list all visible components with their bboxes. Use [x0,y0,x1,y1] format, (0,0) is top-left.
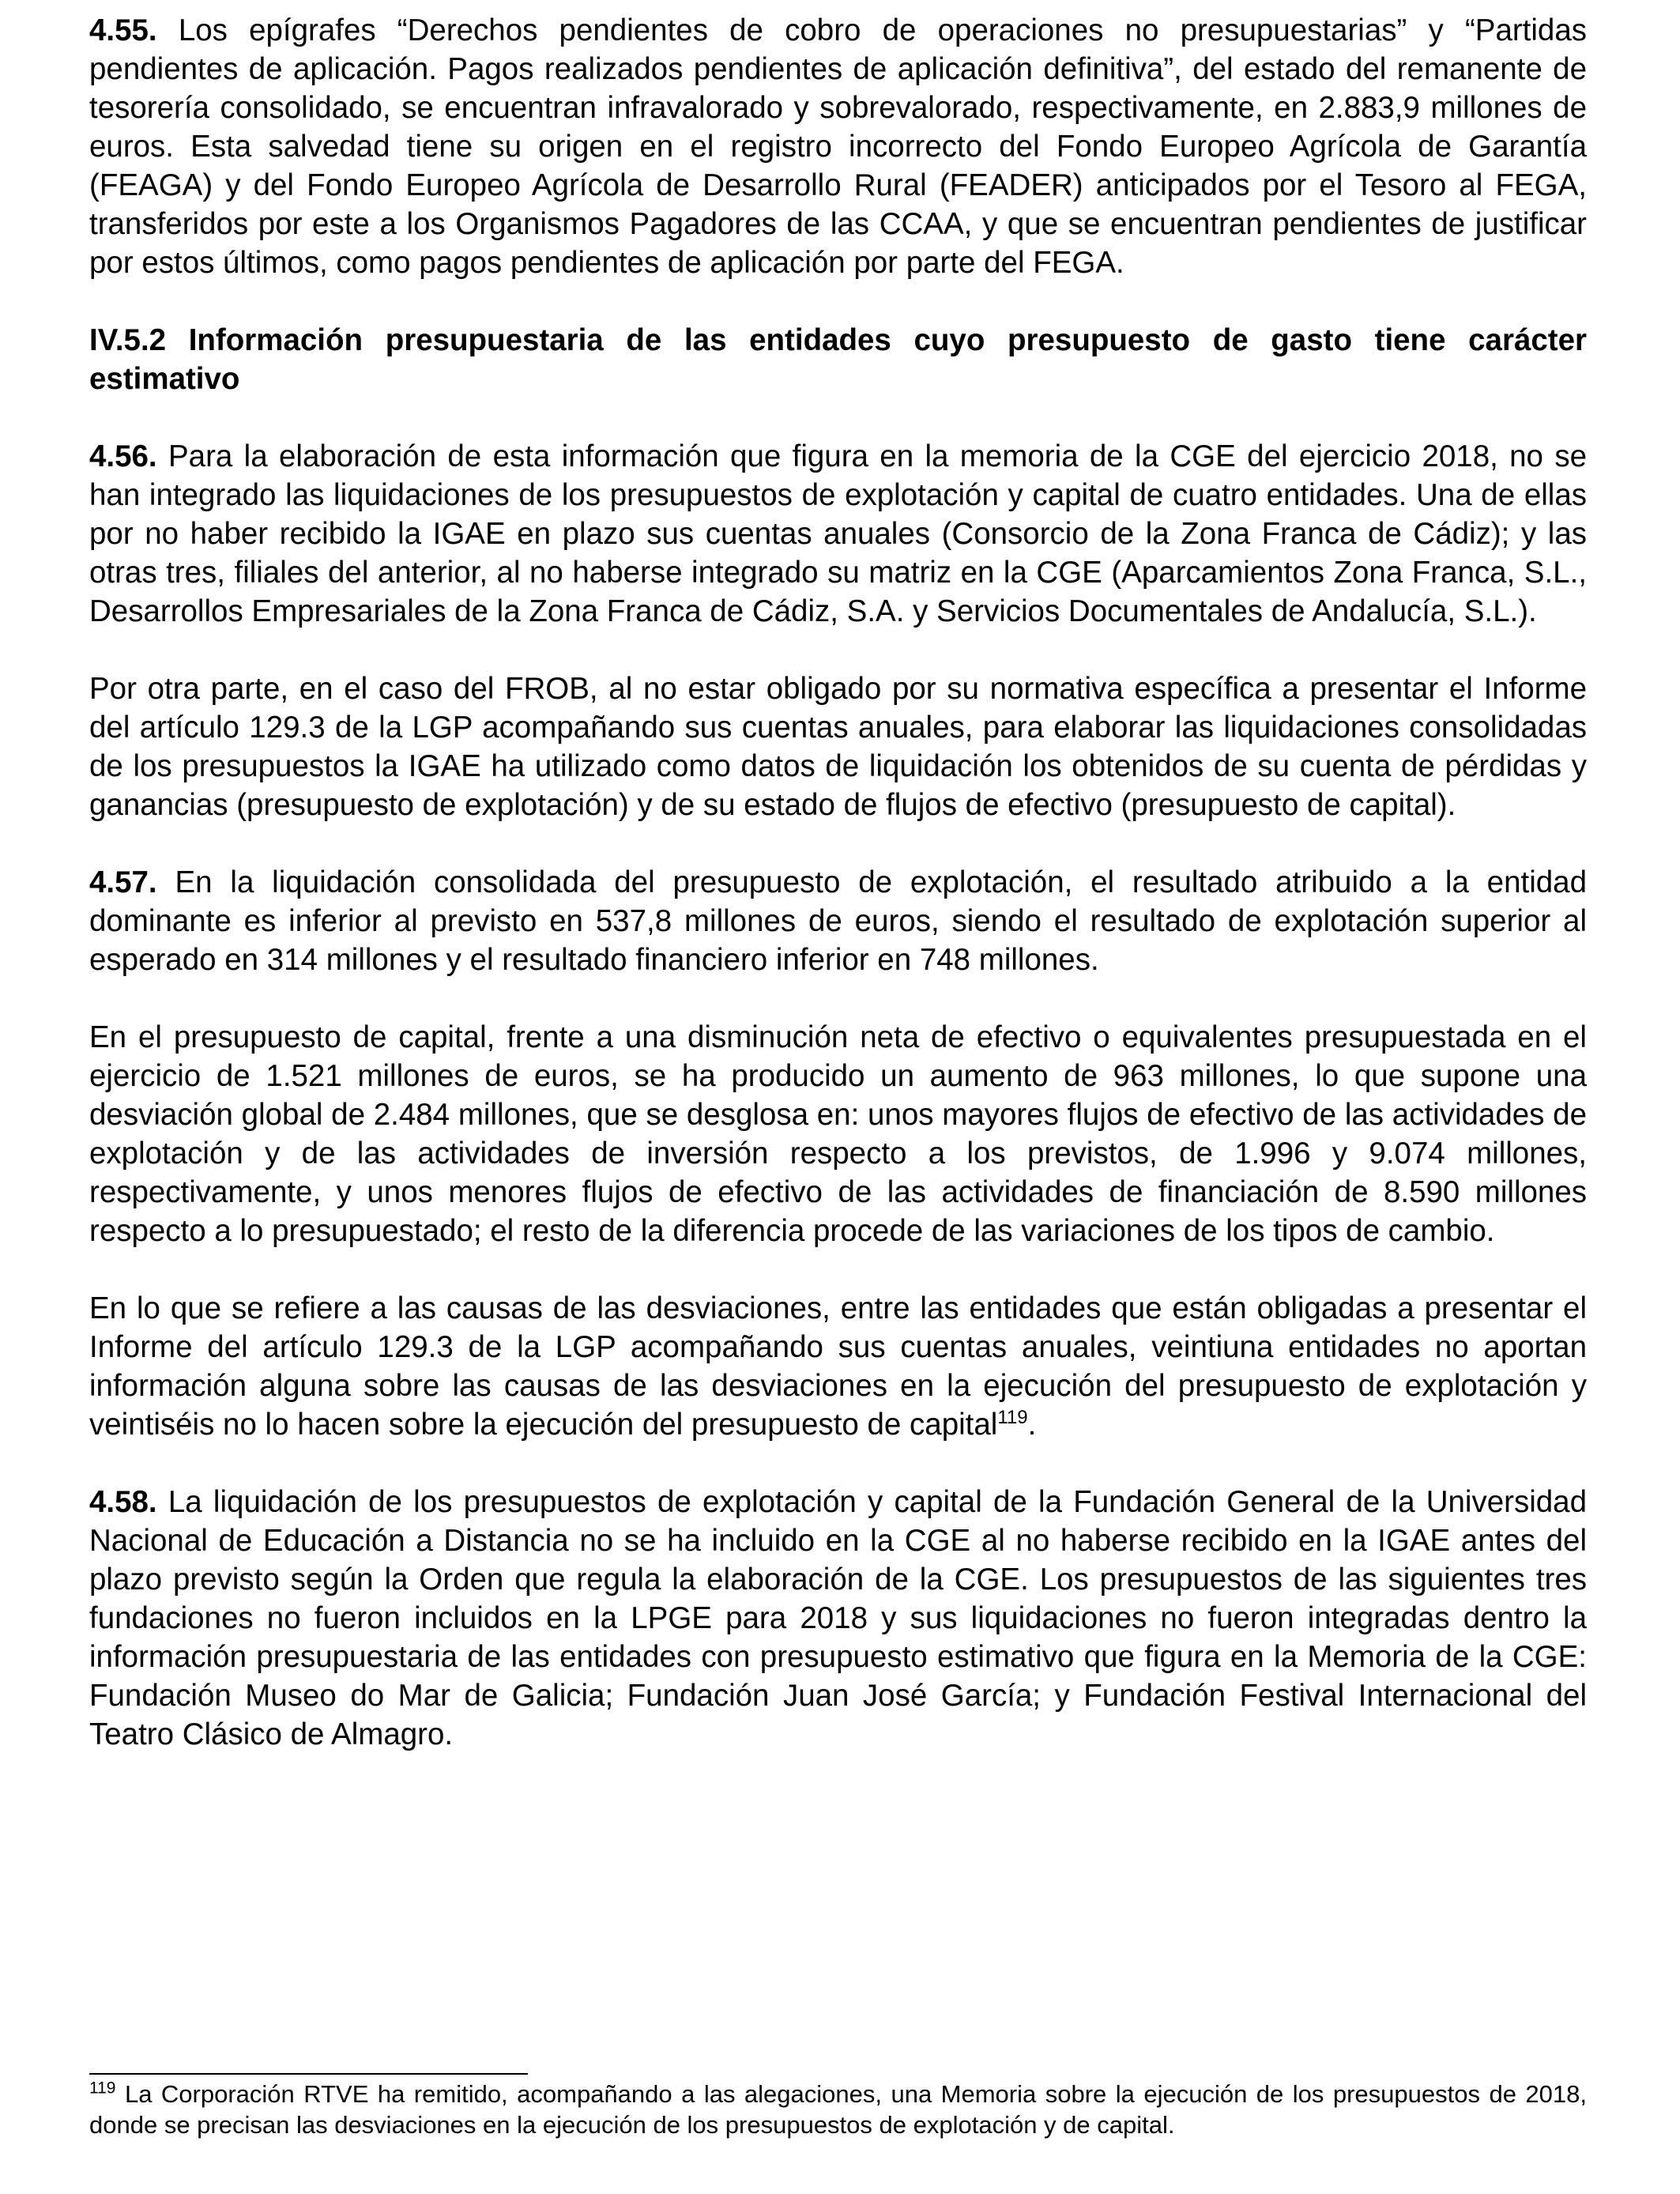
paragraph-text: La liquidación de los presupuestos de explotación y capital de la Fundación General de la Universidad Nacional de Educación a Distancia no se ha incluido en la CGE al no haberse recibido en la IGAE antes del plazo previsto según la Orden que regula la elaboración de la CGE. Los presupuestos de las siguientes tres fundaciones no fueron incluidos en la LPGE para 2018 y sus liquidaciones no fueron integradas dentro la información presupuestaria de las entidades con presupuesto estimativo que figura en la Memoria de la CGE: Fundación Museo do Mar de Galicia; Fundación Juan José García; y Fundación Festival Internacional del Teatro Clásico de Almagro. [89,1485,1587,1751]
document-body [89,11,1587,1793]
footnote-number: 119 [89,2079,116,2098]
footnote-separator [89,2073,528,2075]
paragraph-4-57-capital: En el presupuesto de capital, frente a una disminución neta de efectivo o equivalentes presupuestada en el ejercicio de 1.521 millones de euros, se ha producido un aumento de 963 millones, lo que supone una desviación global de 2.484 millones, que se desglosa en: unos mayores flujos de efectivo de las actividades de explotación y de las actividades de inversión respecto a los previstos, de 1.996 y 9.074 millones, respectivamente, y unos menores flujos de efectivo de las actividades de financiación de 8.590 millones respecto a lo presupuestado; el resto de la diferencia procede de las variaciones de los tipos de cambio. [89,1020,1587,1248]
paragraph-text: Para la elaboración de esta información que figura en la memoria de la CGE del ejercicio 2018, no se han integrado las liquidaciones de los presupuestos de explotación y capital de cuatro entidades. Una de ellas por no haber recibido la IGAE en plazo sus cuentas anuales (Consorcio de la Zona Franca de Cádiz); y las otras tres, filiales del anterior, al no haberse integrado su matriz en la CGE (Aparcamientos Zona Franca, S.L., Desarrollos Empresariales de la Zona Franca de Cádiz, S.A. y Servicios Documentales de Andalucía, S.L.). [89,439,1587,628]
paragraph-text: En lo que se refiere a las causas de las desviaciones, entre las entidades que están obligadas a presentar el Informe del artículo 129.3 de la LGP acompañando sus cuentas anuales, veintiuna entidades no aportan información alguna sobre las causas de las desviaciones en la ejecución del presupuesto de explotación y veintiséis no lo hacen sobre la ejecución del presupuesto de capital [89,1291,1587,1442]
paragraph-4-56-frob: Por otra parte, en el caso del FROB, al no estar obligado por su normativa específica a presentar el Informe del artículo 129.3 de la LGP acompañando sus cuentas anuales, para elaborar las liquidaciones consolidadas de los presupuestos la IGAE ha utilizado como datos de liquidación los obtenidos de su cuenta de pérdidas y ganancias (presupuesto de explotación) y de su estado de flujos de efectivo (presupuesto de capital). [89,672,1587,822]
section-heading-iv-5-2: IV.5.2 Información presupuestaria de las entidades cuyo presupuesto de gasto tiene carácter estimativo [89,323,1587,396]
paragraph-number: 4.56. [89,439,157,473]
paragraph-4-55 [89,11,1587,282]
paragraph-text: Los epígrafes “Derechos pendientes de cobro de operaciones no presupuestarias” y “Partidas pendientes de aplicación. Pagos realizados pendientes de aplicación definitiva”, del estado del remanente de tesorería consolidado, se encuentran infravalorado y sobrevalorado, respectivamente, en 2.883,9 millones de euros. Esta salvedad tiene su origen en el registro incorrecto del Fondo Europeo Agrícola de Garantía (FEAGA) y del Fondo Europeo Agrícola de Desarrollo Rural (FEADER) anticipados por el Tesoro al FEGA, transferidos por este a los Organismos Pagadores de las CCAA, y que se encuentran pendientes de justificar por estos últimos, como pagos pendientes de aplicación por parte del FEGA. [89,13,1587,280]
paragraph-number: 4.57. [89,865,157,899]
paragraph-4-56 [89,437,1587,631]
paragraph-number: 4.55. [89,13,157,47]
footnote-119 [89,2079,1587,2140]
paragraph-4-57-causes [89,1289,1587,1444]
paragraph-text: En la liquidación consolidada del presupuesto de explotación, el resultado atribuido a la entidad dominante es inferior al previsto en 537,8 millones de euros, siendo el resultado de explotación superior al esperado en 314 millones y el resultado financiero inferior en 748 millones. [89,865,1587,977]
footnote-reference[interactable]: 119 [997,1407,1028,1429]
paragraph-end: . [1027,1408,1037,1442]
paragraph-4-58 [89,1483,1587,1754]
footnote-text: La Corporación RTVE ha remitido, acompañando a las alegaciones, una Memoria sobre la ejecución de los presupuestos de 2018, donde se precisan las desviaciones en la ejecución de los presupuestos de explotación y de capital. [89,2080,1587,2139]
paragraph-number: 4.58. [89,1485,157,1519]
paragraph-4-57 [89,863,1587,979]
